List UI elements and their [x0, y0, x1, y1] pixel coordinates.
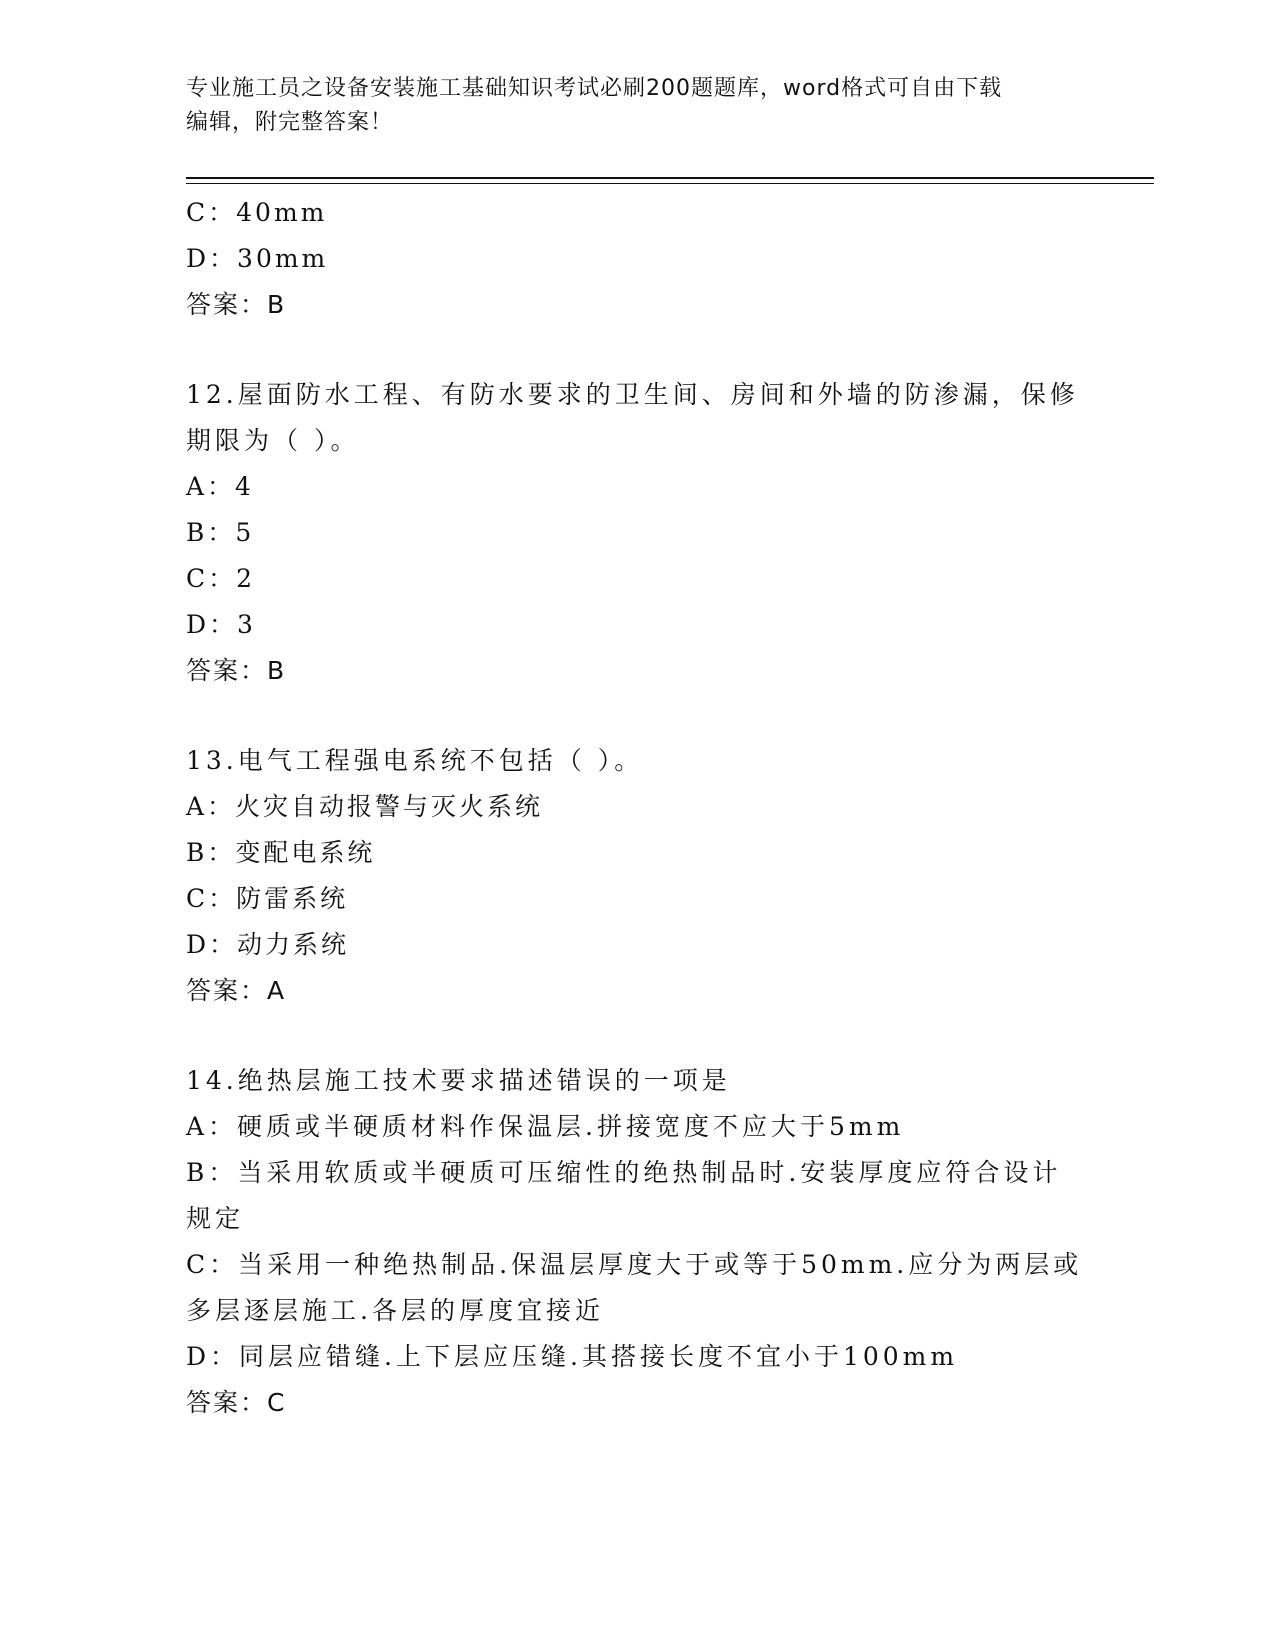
option-c: C：当采用一种绝热制品.保温层厚度大于或等于50mm.应分为两层或多层逐层施工.各层的厚度宜接近	[186, 1250, 1083, 1325]
header-divider-thick	[186, 177, 1154, 179]
answer-line: 答案：C	[186, 1388, 287, 1417]
option-b: B：变配电系统	[186, 838, 376, 867]
question-text: 14.绝热层施工技术要求描述错误的一项是	[186, 1066, 731, 1095]
question-14	[186, 1058, 1086, 1426]
header-title-line-1: 专业施工员之设备安装施工基础知识考试必刷200题题库，word格式可自由下载	[186, 76, 1003, 101]
option-c: C：40mm	[186, 198, 328, 227]
question-11-tail	[186, 190, 1086, 328]
option-d: D：3	[186, 610, 256, 639]
question-12	[186, 372, 1086, 694]
answer-line: 答案：B	[186, 656, 287, 685]
question-13	[186, 738, 1086, 1014]
option-a: A：4	[186, 472, 254, 501]
document-header	[186, 72, 1086, 140]
spacer	[186, 1014, 1086, 1058]
question-text: 12.屋面防水工程、有防水要求的卫生间、房间和外墙的防渗漏，保修期限为（ ）。	[186, 380, 1079, 455]
header-divider-thin	[186, 183, 1154, 184]
option-a: A：火灾自动报警与灭火系统	[186, 792, 544, 821]
option-d: D：动力系统	[186, 930, 350, 959]
option-c: C：2	[186, 564, 256, 593]
spacer	[186, 328, 1086, 372]
option-d: D：30mm	[186, 244, 329, 273]
option-d: D：同层应错缝.上下层应压缝.其搭接长度不宜小于100mm	[186, 1342, 959, 1371]
question-text: 13.电气工程强电系统不包括（ ）。	[186, 746, 644, 775]
header-title-line-2: 编辑，附完整答案！	[186, 110, 394, 135]
option-c: C：防雷系统	[186, 884, 349, 913]
answer-line: 答案：B	[186, 290, 287, 319]
option-b: B：当采用软质或半硬质可压缩性的绝热制品时.安装厚度应符合设计规定	[186, 1158, 1062, 1233]
question-list	[186, 190, 1086, 1426]
answer-line: 答案：A	[186, 976, 287, 1005]
option-b: B：5	[186, 518, 255, 547]
spacer	[186, 694, 1086, 738]
option-a: A：硬质或半硬质材料作保温层.拼接宽度不应大于5mm	[186, 1112, 905, 1141]
